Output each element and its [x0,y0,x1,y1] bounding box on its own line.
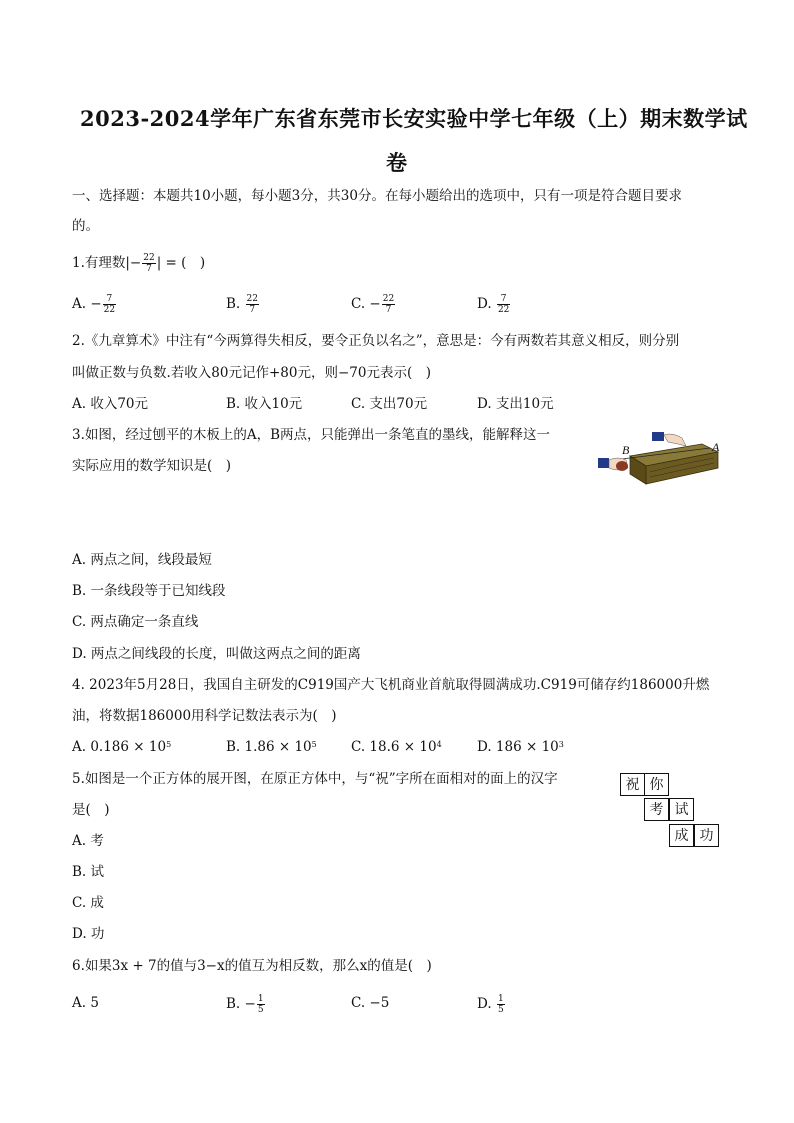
net-cell: 试 [669,798,694,821]
point-a-label: A [712,440,720,454]
question-3-line1: 3.如图，经过刨平的木板上的A，B两点，只能弹出一条笔直的墨线，能解释这一 [72,427,551,443]
question-6-option-a[interactable]: A. 5 [72,995,99,1011]
question-1-option-d[interactable]: D. $\frac{7}{22}$ [477,294,510,315]
question-3-line2: 实际应用的数学知识是( ) [72,458,232,474]
question-4-option-b[interactable]: B. $1.86 \times 10^5$ [226,739,317,755]
section-header-line1: 一、选择题：本题共10小题，每小题3分，共30分。在每小题给出的选项中，只有一项是符合题目要求 [72,188,682,204]
question-1-option-c[interactable]: C. − $\frac{22}{7}$ [351,294,395,315]
question-2-option-d[interactable]: D. 支出10元 [477,396,554,412]
cube-net-figure [620,773,720,849]
question-1-option-a[interactable]: A. − $\frac{7}{22}$ [72,294,116,315]
net-cell: 考 [644,798,669,821]
question-2-option-a[interactable]: A. 收入70元 [72,396,149,412]
page-title-line1: 2023-2024学年广东省东莞市长安实验中学七年级（上）期末数学试 [80,106,748,131]
question-6-option-c[interactable]: C. −5 [351,995,390,1011]
question-4-option-d[interactable]: D. $186 \times 10^3$ [477,739,564,755]
question-3-option-a[interactable]: A. 两点之间，线段最短 [72,552,212,568]
question-2-option-b[interactable]: B. 收入10元 [226,396,303,412]
question-4-option-a[interactable]: A. $0.186 \times 10^5$ [72,739,172,755]
question-2-line1: 2.《九章算术》中注有“今两算得失相反，要令正负以名之”，意思是：今有两数若其意义相反，则分别 [72,333,680,349]
question-1-stem: 1.有理数|− $\frac{22}{7}$ | = ( ) [72,253,206,274]
question-4-line2: 油，将数据186000用科学记数法表示为( ) [72,708,337,724]
wood-board-figure [592,426,726,496]
question-5-option-a[interactable]: A. 考 [72,833,104,849]
question-4-line1: 4. 2023年5月28日，我国自主研发的C919国产大飞机商业首航取得圆满成功.C919可储存约186000升燃 [72,677,710,693]
section-header-line2: 的。 [72,218,99,234]
fraction: $\frac{22}{7}$ [143,253,155,274]
net-cell: 祝 [620,773,645,796]
question-6-option-b[interactable]: B. − $\frac{1}{5}$ [226,994,264,1015]
question-6-line1: 6.如果3x + 7的值与3−x的值互为相反数，那么x的值是( ) [72,958,432,974]
net-cell: 功 [694,824,719,847]
net-cell: 成 [669,824,694,847]
question-4-option-c[interactable]: C. $18.6 \times 10^4$ [351,739,442,755]
question-5-option-c[interactable]: C. 成 [72,895,104,911]
question-3-option-c[interactable]: C. 两点确定一条直线 [72,614,199,630]
question-6-option-d[interactable]: D. $\frac{1}{5}$ [477,994,504,1015]
question-3-option-d[interactable]: D. 两点之间线段的长度，叫做这两点之间的距离 [72,646,361,662]
question-2-option-c[interactable]: C. 支出70元 [351,396,428,412]
page-title-line2: 卷 [386,150,408,175]
net-cell: 你 [644,773,669,796]
question-2-line2: 叫做正数与负数.若收入80元记作+80元，则−70元表示( ) [72,365,431,381]
question-5-line1: 5.如图是一个正方体的展开图，在原正方体中，与“祝”字所在面相对的面上的汉字 [72,771,558,787]
question-5-line2: 是( ) [72,802,110,818]
question-3-option-b[interactable]: B. 一条线段等于已知线段 [72,583,226,599]
question-5-option-d[interactable]: D. 功 [72,926,105,942]
point-b-label: B [622,443,630,457]
question-1-option-b[interactable]: B. $\frac{22}{7}$ [226,294,258,315]
question-5-option-b[interactable]: B. 试 [72,864,105,880]
